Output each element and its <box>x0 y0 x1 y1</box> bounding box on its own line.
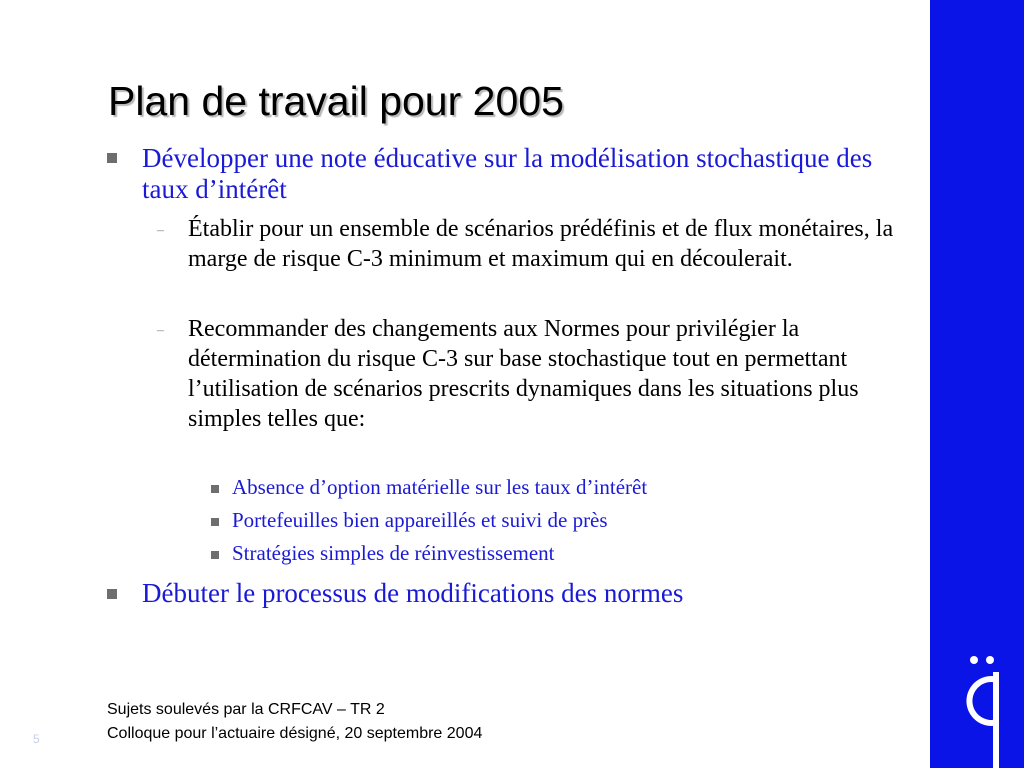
page-number: 5 <box>33 732 40 746</box>
sub-sub-bullet-2: Portefeuilles bien appareillés et suivi de près <box>232 508 608 532</box>
bullet-square-icon <box>211 485 219 493</box>
bullet-square-icon <box>211 518 219 526</box>
dash-icon: – <box>157 323 164 338</box>
bullet-square-icon <box>107 153 117 163</box>
footer-line-2: Colloque pour l’actuaire désigné, 20 septembre 2004 <box>107 725 483 742</box>
bullet-square-icon <box>107 589 117 599</box>
bullet-2: Débuter le processus de modifications des normes <box>142 578 684 608</box>
footer-line-1: Sujets soulevés par la CRFCAV – TR 2 <box>107 701 385 718</box>
bullet-square-icon <box>211 551 219 559</box>
sub-sub-bullet-1: Absence d’option matérielle sur les taux d’intérêt <box>232 475 648 499</box>
bullet-1: Développer une note éducative sur la modélisation stochastique des taux d’intérêt <box>142 143 873 204</box>
slide-title: Plan de travail pour 2005 <box>108 78 564 124</box>
dash-icon: – <box>157 223 164 238</box>
institute-logo-icon <box>930 650 1024 768</box>
sub-sub-bullet-3: Stratégies simples de réinvestissement <box>232 541 555 565</box>
sub-bullet-1: Établir pour un ensemble de scénarios prédéfinis et de flux monétaires, la marge de risque C-3 minimum et maximum qui en découlerait. <box>188 216 894 272</box>
sub-bullet-2: Recommander des changements aux Normes pour privilégier la détermination du risque C-3 sur base stochastique tout en permettant l’utilisation de scénarios prescrits dynamiques dans les situations plus simples telles que: <box>188 316 859 432</box>
